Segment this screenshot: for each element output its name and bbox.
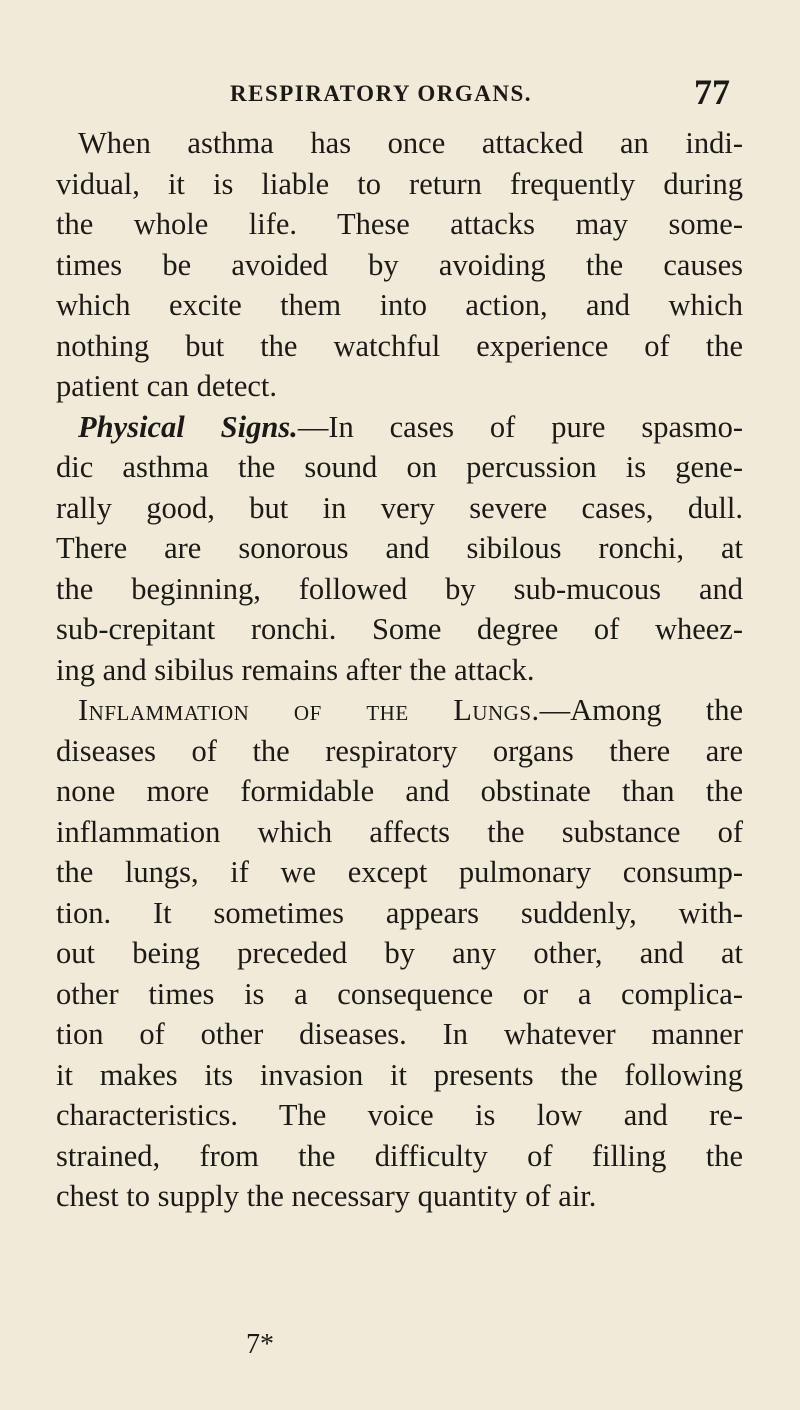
text-line: When asthma has once attacked an indi- [78, 126, 743, 160]
page-number: 77 [694, 72, 730, 112]
section-heading-inflammation: Inflammation of the Lungs. [78, 693, 540, 727]
text-run: —Among the [539, 693, 743, 727]
text-line: the beginning, followed by sub-mucous and [56, 571, 743, 606]
text-line [56, 407, 743, 448]
text-line: sub-crepitant ronchi. Some degree of wheez- [56, 612, 743, 646]
text-line: dic asthma the sound on percussion is gene- [56, 450, 743, 484]
body-text [56, 123, 743, 1217]
text-line: rally good, but in very severe cases, dull. [56, 490, 743, 525]
text-line: nothing but the watchful experience of the [56, 328, 743, 363]
text-line: times be avoided by avoiding the causes [56, 247, 743, 282]
text-line [56, 690, 743, 731]
text-run: —In cases of pure spasmo- [297, 409, 744, 444]
text-line: strained, from the difficulty of filling the [56, 1138, 743, 1173]
running-title: RESPIRATORY ORGANS. [230, 81, 533, 106]
text-line: none more formidable and obstinate than the [56, 774, 743, 808]
text-line: it makes its invasion it presents the following [56, 1057, 743, 1092]
text-line: other times is a consequence or a complica- [56, 976, 743, 1011]
text-line: There are sonorous and sibilous ronchi, at [56, 531, 743, 565]
section-heading-physical-signs: Physical Signs. [78, 409, 298, 444]
text-line: which excite them into action, and which [56, 288, 743, 322]
text-line: ing and sibilus remains after the attack. [56, 652, 535, 687]
text-line: chest to supply the necessary quantity of air. [56, 1179, 597, 1213]
text-line: the whole life. These attacks may some- [56, 207, 743, 241]
text-line: the lungs, if we except pulmonary consump- [56, 855, 743, 889]
text-line: patient can detect. [56, 369, 278, 403]
text-line: tion. It sometimes appears suddenly, with- [56, 895, 743, 930]
text-line: characteristics. The voice is low and re- [56, 1098, 743, 1132]
text-line: inflammation which affects the substance of [56, 814, 743, 849]
text-line: out being preceded by any other, and at [56, 936, 743, 970]
text-line: diseases of the respiratory organs there are [56, 733, 743, 768]
signature-mark: 7* [246, 1329, 274, 1360]
running-head [0, 74, 800, 114]
text-line: vidual, it is liable to return frequently during [56, 166, 743, 201]
text-line: tion of other diseases. In whatever manner [56, 1017, 743, 1051]
